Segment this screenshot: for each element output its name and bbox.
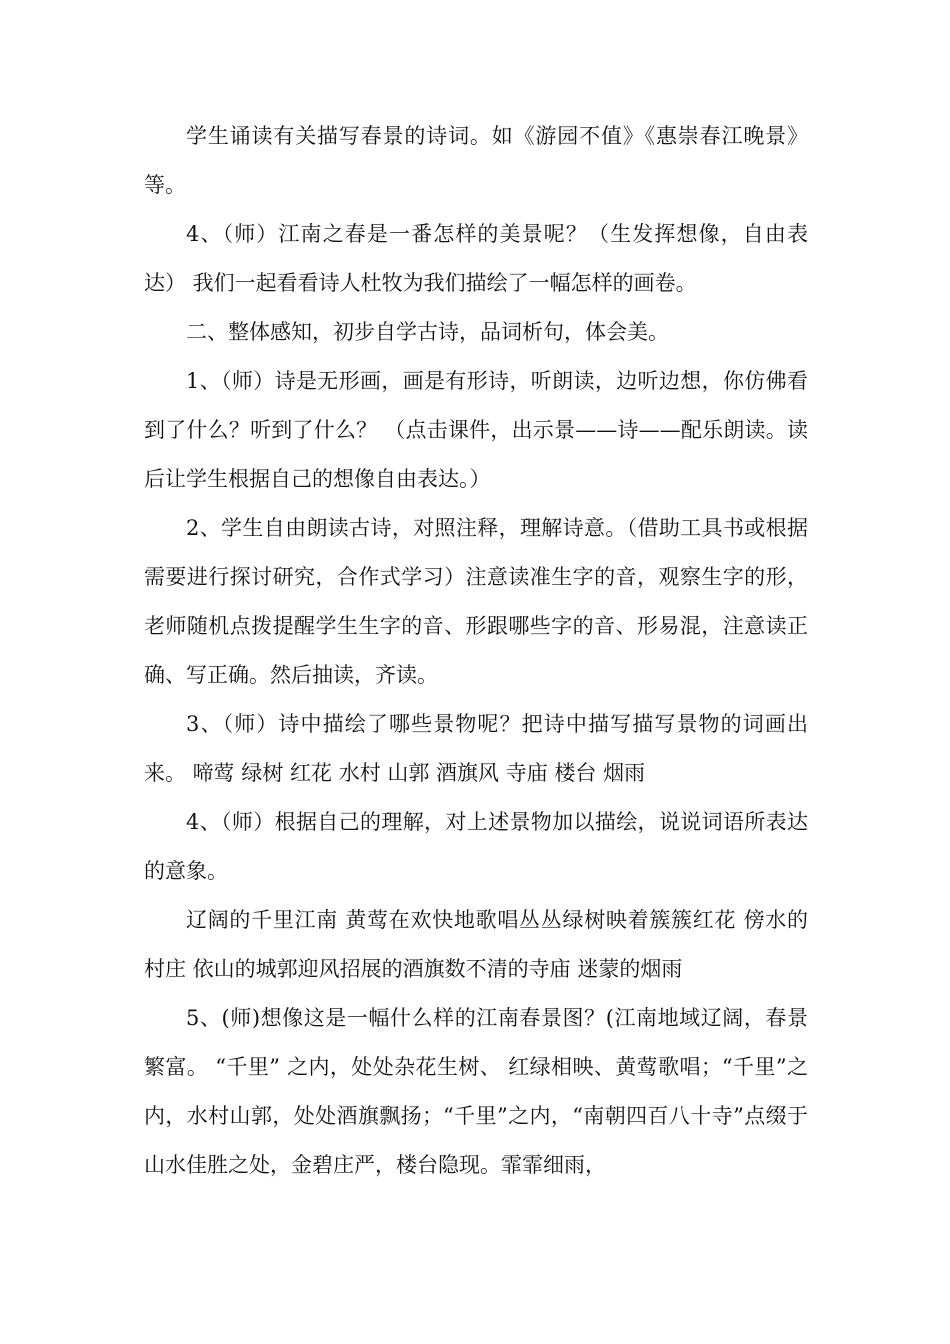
paragraph-step-3-scenery-words: 3、（师）诗中描绘了哪些景物呢？把诗中描写描写景物的词画出来。 啼莺 绿树 红花 水村 山郭 酒旗风 寺庙 楼台 烟雨: [144, 712, 808, 785]
paragraph-recite-spring-poems: 学生诵读有关描写春景的诗词。如《游园不值》《惠崇春江晚景》等。: [144, 124, 808, 197]
paragraph-section-2-heading: 二、整体感知，初步自学古诗，品词析句，体会美。: [186, 320, 669, 344]
paragraph-step-2-read-aloud: 2、学生自由朗读古诗，对照注释，理解诗意。（借助工具书或根据需要进行探讨研究，合作式学习）注意读准生字的音，观察生字的形，老师随机点拨提醒学生生字的音、形跟哪些字的音、形易混，注意读正确、写正确。然后抽读，齐读。: [144, 516, 808, 687]
paragraph-scenery-imagery: 辽阔的千里江南 黄莺在欢快地歌唱丛丛绿树映着簇簇红花 傍水的村庄 依山的城郭迎风招展的酒旗数不清的寺庙 迷蒙的烟雨: [144, 908, 808, 981]
document-body: [144, 112, 808, 1190]
paragraph-step-4-describe: 4、（师）根据自己的理解，对上述景物加以描绘，说说词语所表达的意象。: [144, 810, 808, 883]
paragraph-step-4-jiangnan-spring: 4、（师）江南之春是一番怎样的美景呢？（生发挥想像，自由表达） 我们一起看看诗人杜牧为我们描绘了一幅怎样的画卷。: [144, 222, 808, 295]
paragraph-step-5-imagine: 5、(师)想像这是一幅什么样的江南春景图？(江南地域辽阔，春景繁富。 “千里” 之内，处处杂花生树、 红绿相映、黄莺歌唱；“千里”之内，水村山郭，处处酒旗飘扬；“千里”之内，“南朝四百八十寺”点缀于山水佳胜之处，金碧庄严，楼台隐现。霏霏细雨，: [144, 1006, 808, 1177]
paragraph-step-1-listen: 1、（师）诗是无形画，画是有形诗，听朗读，边听边想，你仿佛看到了什么？听到了什么？ （点击课件，出示景——诗——配乐朗读。读后让学生根据自己的想像自由表达。）: [144, 369, 808, 491]
